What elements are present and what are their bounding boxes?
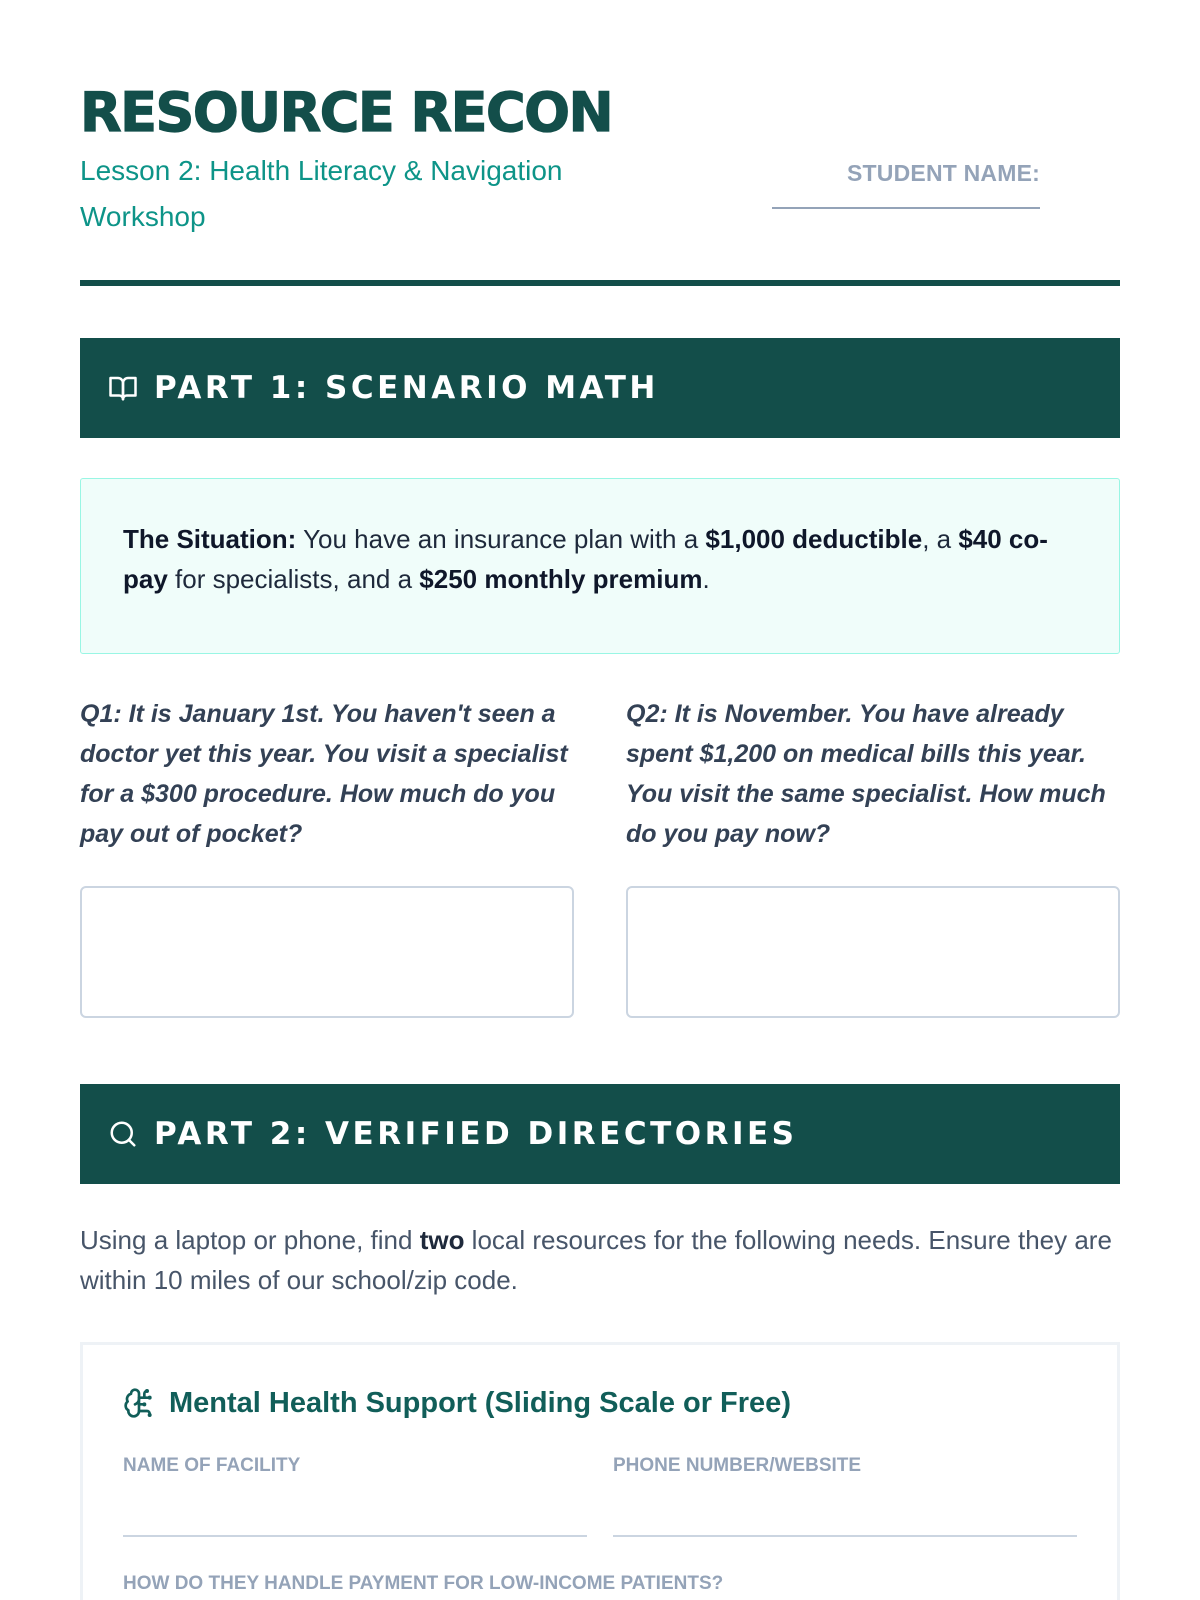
deductible-value: $1,000 deductible: [705, 524, 923, 554]
situation-text: .: [702, 564, 710, 594]
instructions-text: Using a laptop or phone, find: [80, 1225, 420, 1255]
questions-grid: [80, 694, 1120, 1018]
part2-instructions: [80, 1220, 1120, 1300]
card-heading: [123, 1385, 1077, 1421]
part2-banner: [80, 1084, 1120, 1184]
question-1: [80, 694, 574, 1018]
situation-lead: The Situation:: [123, 524, 297, 554]
field-label: NAME OF FACILITY: [123, 1455, 301, 1476]
field-label: PHONE NUMBER/WEBSITE: [613, 1455, 862, 1476]
header-divider: [80, 280, 1120, 286]
facility-name-input[interactable]: [123, 1535, 587, 1537]
lesson-subtitle: Lesson 2: Health Literacy & Navigation Workshop: [80, 155, 563, 232]
student-name-block: [772, 160, 1040, 209]
worksheet-header: [80, 0, 1120, 290]
card-fields: [123, 1455, 1077, 1537]
copay-value: $40 co-pay: [123, 524, 1048, 594]
search-icon: [108, 1119, 138, 1149]
question-text: Q2: It is November. You have already spent $1,200 on medical bills this year. You visit the same specialist. How much do you pay now?: [626, 700, 1106, 848]
question-text: Q1: It is January 1st. You haven't seen a doctor yet this year. You visit a specialist for a $300 procedure. How much do you pay out of pocket?: [80, 700, 568, 848]
situation-text: , a: [922, 524, 959, 554]
field-label: HOW DO THEY HANDLE PAYMENT FOR LOW-INCOME PATIENTS?: [123, 1573, 724, 1594]
card-title: Mental Health Support (Sliding Scale or Free): [169, 1387, 791, 1419]
part2-title: PART 2: VERIFIED DIRECTORIES: [154, 1116, 798, 1152]
part1-title: PART 1: SCENARIO MATH: [154, 370, 659, 406]
student-name-field[interactable]: [772, 207, 1040, 209]
facility-name-field: [123, 1455, 587, 1537]
situation-text: You have an insurance plan with a: [296, 524, 706, 554]
question-2: [626, 694, 1120, 1018]
student-name-label: STUDENT NAME:: [847, 160, 1040, 186]
brain-icon: [123, 1387, 155, 1419]
situation-text: for specialists, and a: [167, 564, 420, 594]
instructions-text: local resources for the following needs. Ensure they are within 10 miles of our school/zip code.: [80, 1225, 1112, 1295]
phone-website-input[interactable]: [613, 1535, 1077, 1537]
phone-website-field: [613, 1455, 1077, 1537]
page-title: RESOURCE RECON: [80, 81, 613, 144]
resource-card-mental-health: [80, 1342, 1120, 1600]
answer-box-q2[interactable]: [626, 886, 1120, 1018]
premium-value: $250 monthly premium: [419, 564, 703, 594]
payment-question-field: [123, 1573, 1077, 1595]
situation-box: [80, 478, 1120, 654]
book-open-icon: [108, 373, 138, 403]
emphasis-two: two: [419, 1225, 465, 1255]
answer-box-q1[interactable]: [80, 886, 574, 1018]
part1-banner: [80, 338, 1120, 438]
